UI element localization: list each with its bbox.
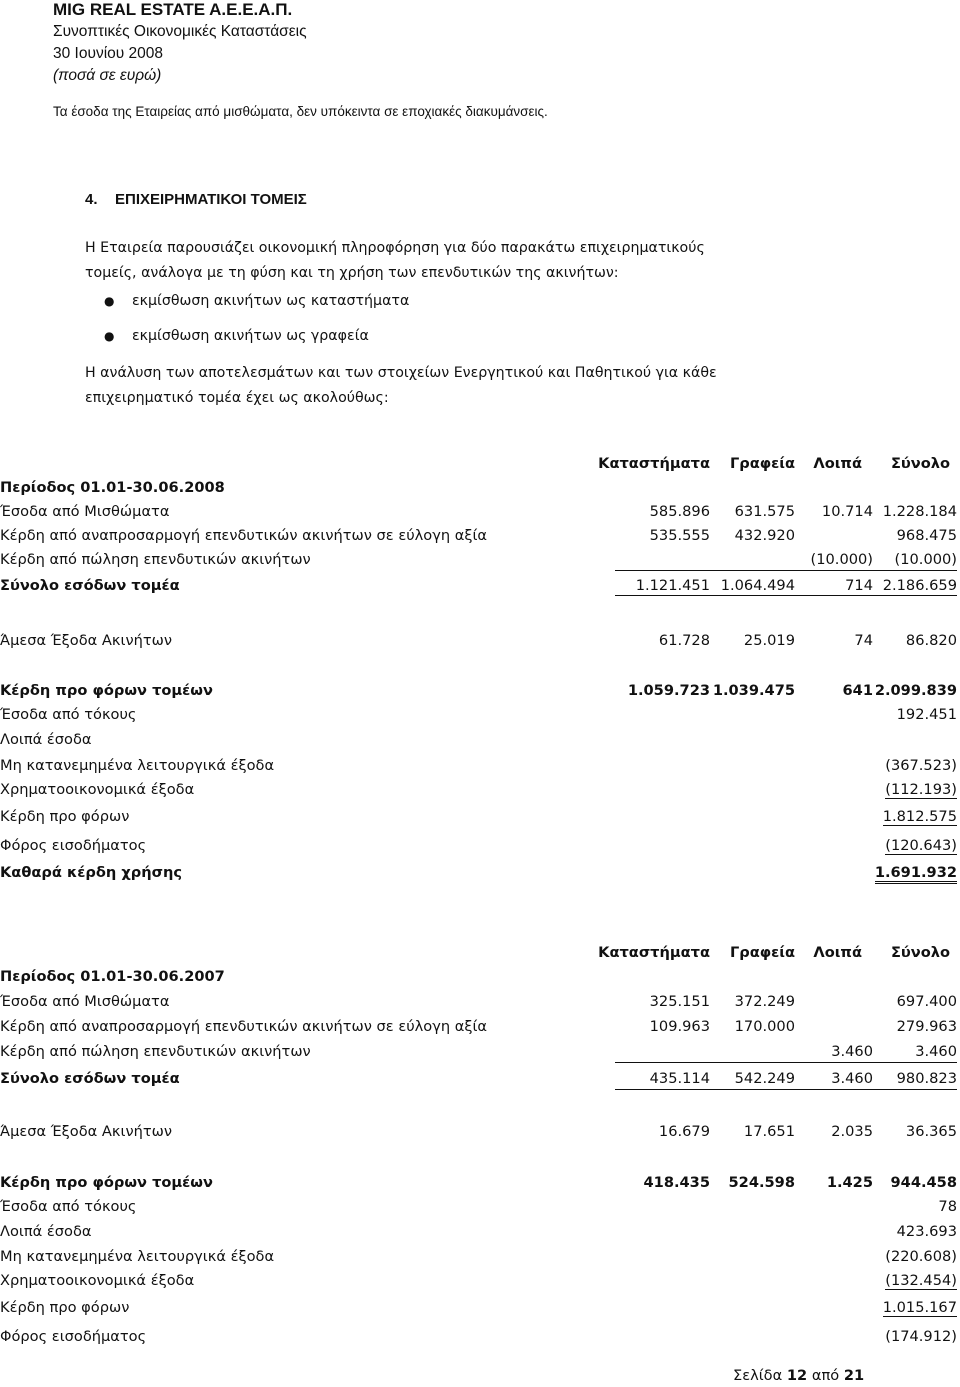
intro-line: Η Εταιρεία παρουσιάζει οικονομική πληροφόρηση για δύο παρακάτω επιχειρηματικούς [85,240,705,256]
table-cell: 10.714 [821,503,873,520]
row-label: Άμεσα Έξοδα Ακινήτων [0,1123,173,1140]
column-header-stores: Καταστήματα [598,455,710,472]
column-header-total: Σύνολο [890,944,950,961]
table-cell: 2.099.839 [874,682,957,699]
table-cell: 36.365 [905,1123,957,1140]
table-cell: 542.249 [734,1070,795,1087]
row-label: Κέρδη από πώληση επενδυτικών ακινήτων [0,551,311,568]
table-cell: 1.812.575 [882,808,957,825]
table-cell: 109.963 [649,1018,710,1035]
section-heading [85,191,307,208]
table-cell: 585.896 [649,503,710,520]
table-cell: 3.460 [915,1043,957,1060]
row-label: Σύνολο εσόδων τομέα [0,577,180,594]
table-cell: 3.460 [831,1043,873,1060]
table-row-total [0,1070,960,1092]
table-cell: 980.823 [896,1070,957,1087]
section-number: 4. [85,191,98,208]
table-cell: 1.228.184 [882,503,957,520]
table-row-net-profit [0,864,960,886]
table-row [0,757,960,779]
table-cell: 325.151 [649,993,710,1010]
table-row-total [0,577,960,599]
table-cell: (10.000) [894,551,957,568]
of-word: από [811,1367,840,1384]
table-row [0,527,960,549]
table-row [0,1272,960,1294]
row-label: Άμεσα Έξοδα Ακινήτων [0,632,173,649]
row-label: Έσοδα από τόκους [0,706,137,723]
bullet-item: εκμίσθωση ακινήτων ως καταστήματα [132,293,410,309]
table-row-subtotal [0,682,960,704]
table-cell: 17.651 [743,1123,795,1140]
table-cell: 170.000 [734,1018,795,1035]
table-cell: 1.425 [826,1174,873,1191]
underline [615,595,957,596]
analysis-paragraph [85,361,945,411]
table-cell: 16.679 [658,1123,710,1140]
table-cell: 968.475 [896,527,957,544]
row-label: Λοιπά έσοδα [0,731,92,748]
table-cell: 2.186.659 [882,577,957,594]
row-label: Περίοδος 01.01-30.06.2008 [0,479,225,496]
table-cell: 432.920 [734,527,795,544]
table-cell: 1.121.451 [635,577,710,594]
page-word: Σελίδα [733,1367,783,1384]
row-label: Χρηματοοικονομικά έξοδα [0,781,195,798]
section-title: ΕΠΙΧΕΙΡΗΜΑΤΙΚΟΙ ΤΟΜΕΙΣ [115,191,307,208]
table-cell: (112.193) [885,781,957,798]
table-row [0,1198,960,1220]
table-row-subtotal [0,1174,960,1196]
table-cell: 3.460 [831,1070,873,1087]
table-row [0,993,960,1015]
row-label: Έσοδα από Μισθώματα [0,993,170,1010]
currency-unit: (ποσά σε ευρώ) [53,67,162,84]
table-cell: (120.643) [885,837,957,854]
table-cell: 1.064.494 [720,577,795,594]
report-subtitle: Συνοπτικές Οικονομικές Καταστάσεις [53,23,307,40]
page-total: 21 [843,1367,865,1384]
row-label: Έσοδα από Μισθώματα [0,503,170,520]
row-label: Φόρος εισοδήματος [0,837,147,854]
table-row [0,503,960,525]
bullet-icon: ● [104,294,115,308]
intro-line: τομείς, ανάλογα με τη φύση και τη χρήση των επενδυτικών της ακινήτων: [85,265,619,281]
table-row [0,1328,960,1350]
table-cell: (220.608) [885,1248,957,1265]
underline [615,1062,957,1063]
table-row [0,808,960,830]
table-cell: (132.454) [885,1272,957,1289]
table-row [0,1018,960,1040]
column-header-other: Λοιπά [813,944,862,961]
column-header-other: Λοιπά [813,455,862,472]
intro-paragraph [85,236,945,286]
table-row [0,731,960,753]
seasonality-note: Τα έσοδα της Εταιρείας από μισθώματα, δεν υπόκειντα σε εποχιακές διακυμάνσεις. [53,104,548,119]
table-cell: (10.000) [810,551,873,568]
table-cell: 372.249 [734,993,795,1010]
table-cell: 1.059.723 [627,682,710,699]
table-cell: 192.451 [896,706,957,723]
table-row [0,837,960,859]
table-cell: 279.963 [896,1018,957,1035]
row-label: Κέρδη από πώληση επενδυτικών ακινήτων [0,1043,311,1060]
row-label: Χρηματοοικονομικά έξοδα [0,1272,195,1289]
company-name: MIG REAL ESTATE A.E.E.A.Π. [53,0,293,19]
row-label: Κέρδη προ φόρων τομέων [0,1174,213,1191]
table-row [0,1223,960,1245]
table-cell: 86.820 [905,632,957,649]
table-cell: 61.728 [658,632,710,649]
table-row [0,706,960,728]
table-cell: 535.555 [649,527,710,544]
table-cell: 423.693 [896,1223,957,1240]
table-cell: 435.114 [649,1070,710,1087]
row-label: Κέρδη προ φόρων τομέων [0,682,213,699]
bullet-item: εκμίσθωση ακινήτων ως γραφεία [132,328,369,344]
row-label: Μη κατανεμημένα λειτουργικά έξοδα [0,757,275,774]
table-cell: 418.435 [643,1174,710,1191]
table-cell: 1.039.475 [712,682,795,699]
table-cell: (174.912) [885,1328,957,1345]
table-cell: 524.598 [728,1174,795,1191]
row-label: Καθαρά κέρδη χρήσης [0,864,183,881]
table-cell: 641 [842,682,873,699]
table-cell: 1.015.167 [882,1299,957,1316]
analysis-line: επιχειρηματικό τομέα έχει ως ακολούθως: [85,390,389,406]
table-row [0,632,960,654]
table-cell: (367.523) [885,757,957,774]
table-row [0,781,960,803]
table-row [0,551,960,573]
page-footer [733,1367,864,1384]
underline [615,570,957,571]
period-label [0,479,960,501]
table-row [0,1299,960,1321]
row-label: Κέρδη από αναπροσαρμογή επενδυτικών ακινήτων σε εύλογη αξία [0,527,488,544]
period-label [0,968,960,990]
table-cell: 25.019 [743,632,795,649]
row-label: Κέρδη από αναπροσαρμογή επενδυτικών ακινήτων σε εύλογη αξία [0,1018,488,1035]
row-label: Περίοδος 01.01-30.06.2007 [0,968,225,985]
row-label: Λοιπά έσοδα [0,1223,92,1240]
table-cell: 944.458 [890,1174,957,1191]
row-label: Έσοδα από τόκους [0,1198,137,1215]
bullet-icon: ● [104,329,115,343]
column-header-stores: Καταστήματα [598,944,710,961]
table-cell: 714 [845,577,873,594]
table-cell: 78 [938,1198,957,1215]
table-cell: 697.400 [896,993,957,1010]
table-row [0,1123,960,1145]
table-cell: 631.575 [734,503,795,520]
analysis-line: Η ανάλυση των αποτελεσμάτων και των στοιχείων Ενεργητικού και Παθητικού για κάθε [85,365,717,381]
row-label: Σύνολο εσόδων τομέα [0,1070,180,1087]
underline [615,1089,957,1090]
report-date: 30 Ιουνίου 2008 [53,45,164,62]
row-label: Κέρδη προ φόρων [0,1299,130,1316]
table-cell: 74 [854,632,873,649]
table-row [0,1248,960,1270]
column-header-total: Σύνολο [890,455,950,472]
table-cell: 2.035 [831,1123,873,1140]
column-header-offices: Γραφεία [729,455,795,472]
row-label: Μη κατανεμημένα λειτουργικά έξοδα [0,1248,275,1265]
page-number: 12 [786,1367,808,1384]
row-label: Κέρδη προ φόρων [0,808,130,825]
table-row [0,1043,960,1065]
column-header-offices: Γραφεία [729,944,795,961]
table-cell: 1.691.932 [875,864,957,884]
row-label: Φόρος εισοδήματος [0,1328,147,1345]
